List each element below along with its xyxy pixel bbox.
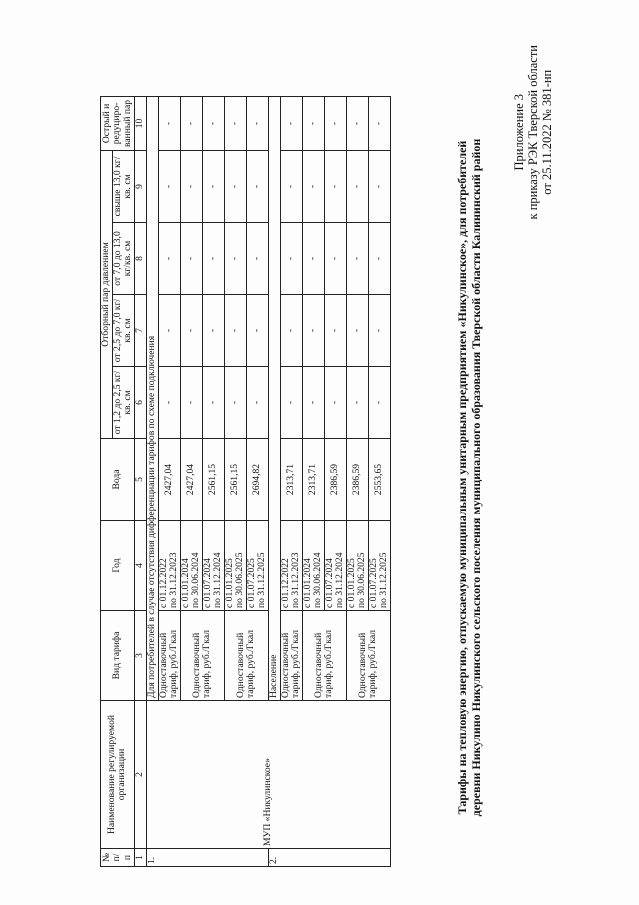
steam3-cell: - xyxy=(280,223,302,295)
steam4-cell: - xyxy=(158,150,180,222)
water-cell: 2313,71 xyxy=(302,439,324,521)
steam2-cell: - xyxy=(346,295,368,367)
period-from: с 01.01.2024 xyxy=(301,558,313,608)
period-to: по 31.12.2025 xyxy=(378,552,389,608)
water-cell: 2561,15 xyxy=(202,439,224,521)
header-tariff-type: Вид тарифа xyxy=(101,611,135,701)
period-from: с 01.07.2024 xyxy=(323,558,335,608)
column-number: 6 xyxy=(134,367,146,439)
title-line1: Тарифы на тепловую энергию, отпускаемую муниципальным унитарным предприятием «Никулинское», для потребителей xyxy=(455,140,469,815)
tariff-type-cell: Одноставочный тариф, руб./Гкал xyxy=(180,611,224,701)
group-number: 1. xyxy=(146,849,268,867)
steam2-cell: - xyxy=(280,295,302,367)
period-cell xyxy=(280,521,302,611)
steam2-cell: - xyxy=(202,295,224,367)
sharp-steam-cell: - xyxy=(302,96,324,150)
steam4-cell: - xyxy=(202,150,224,222)
document-title xyxy=(455,90,483,865)
section-title: Население xyxy=(268,96,280,700)
tariff-type-cell: Одноставочный тариф, руб./Гкал xyxy=(280,611,302,701)
period-to: по 31.12.2024 xyxy=(212,552,223,608)
tariff-type-cell: Одноставочный тариф, руб./Гкал xyxy=(346,611,390,701)
steam1-cell: - xyxy=(246,367,268,439)
steam4-cell: - xyxy=(246,150,268,222)
header-sharp-steam: Острый и редуциро-ванный пар xyxy=(101,96,135,150)
sharp-steam-cell: - xyxy=(180,96,202,150)
header-org: Наименование регулируемой организации xyxy=(101,701,135,849)
header-steam3: от 7,0 до 13,0 кг/кв. см xyxy=(112,223,134,295)
column-number: 10 xyxy=(134,96,146,150)
steam3-cell: - xyxy=(324,223,346,295)
steam4-cell: - xyxy=(324,150,346,222)
period-to: по 30.06.2024 xyxy=(312,552,323,608)
steam3-cell: - xyxy=(202,223,224,295)
header-no: № п/ п xyxy=(101,849,135,867)
period-cell xyxy=(224,521,246,611)
appendix-line1: Приложение 3 xyxy=(512,94,526,171)
column-number: 7 xyxy=(134,295,146,367)
steam3-cell: - xyxy=(368,223,390,295)
steam1-cell: - xyxy=(224,367,246,439)
period-cell xyxy=(180,521,202,611)
column-number: 3 xyxy=(134,611,146,701)
period-to: по 31.12.2025 xyxy=(256,552,267,608)
sharp-steam-cell: - xyxy=(324,96,346,150)
steam2-cell: - xyxy=(246,295,268,367)
tariff-type-cell: Одноставочный тариф, руб./Гкал xyxy=(302,611,346,701)
period-from: с 01.12.2022 xyxy=(157,558,169,608)
steam1-cell: - xyxy=(324,367,346,439)
steam1-cell: - xyxy=(180,367,202,439)
period-from: с 01.01.2024 xyxy=(179,558,191,608)
period-to: по 30.06.2025 xyxy=(234,552,245,608)
steam4-cell: - xyxy=(368,150,390,222)
steam2-cell: - xyxy=(302,295,324,367)
header-steam-group: Отборный пар давлением xyxy=(101,150,113,438)
steam3-cell: - xyxy=(302,223,324,295)
group-number: 2. xyxy=(268,849,390,867)
steam1-cell: - xyxy=(302,367,324,439)
column-number: 5 xyxy=(134,439,146,521)
tariff-table xyxy=(100,96,391,867)
header-year: Год xyxy=(101,521,135,611)
organization-name: МУП «Никулинское» xyxy=(146,701,390,849)
period-to: по 31.12.2023 xyxy=(168,552,179,608)
steam4-cell: - xyxy=(346,150,368,222)
steam2-cell: - xyxy=(180,295,202,367)
appendix-line2: к приказу РЭК Тверской области xyxy=(526,45,540,220)
steam3-cell: - xyxy=(180,223,202,295)
steam4-cell: - xyxy=(302,150,324,222)
appendix-block xyxy=(512,45,554,219)
period-to: по 30.06.2025 xyxy=(356,552,367,608)
steam1-cell: - xyxy=(202,367,224,439)
steam3-cell: - xyxy=(158,223,180,295)
period-from: с 01.01.2025 xyxy=(345,558,357,608)
steam4-cell: - xyxy=(224,150,246,222)
period-to: по 31.12.2023 xyxy=(290,552,301,608)
period-cell xyxy=(324,521,346,611)
period-cell xyxy=(302,521,324,611)
steam2-cell: - xyxy=(158,295,180,367)
water-cell: 2553,65 xyxy=(368,439,390,521)
water-cell: 2313,71 xyxy=(280,439,302,521)
steam2-cell: - xyxy=(324,295,346,367)
sharp-steam-cell: - xyxy=(280,96,302,150)
sharp-steam-cell: - xyxy=(158,96,180,150)
sharp-steam-cell: - xyxy=(202,96,224,150)
steam3-cell: - xyxy=(346,223,368,295)
sharp-steam-cell: - xyxy=(346,96,368,150)
tariff-type-cell: Одноставочный тариф, руб./Гкал xyxy=(224,611,268,701)
sharp-steam-cell: - xyxy=(224,96,246,150)
water-cell: 2561,15 xyxy=(224,439,246,521)
steam2-cell: - xyxy=(224,295,246,367)
period-cell xyxy=(202,521,224,611)
steam4-cell: - xyxy=(180,150,202,222)
period-cell xyxy=(246,521,268,611)
period-cell xyxy=(368,521,390,611)
header-steam4: свыше 13,0 кг/кв. см xyxy=(112,150,134,222)
steam3-cell: - xyxy=(224,223,246,295)
steam4-cell: - xyxy=(280,150,302,222)
steam1-cell: - xyxy=(158,367,180,439)
sharp-steam-cell: - xyxy=(368,96,390,150)
header-steam2: от 2,5 до 7,0 кг/кв. см xyxy=(112,295,134,367)
period-cell xyxy=(158,521,180,611)
steam2-cell: - xyxy=(368,295,390,367)
water-cell: 2427,04 xyxy=(180,439,202,521)
title-line2: деревни Никулино Никулинского сельского поселения муниципального образования Тверской области Калининский район xyxy=(469,138,483,817)
sharp-steam-cell: - xyxy=(246,96,268,150)
steam1-cell: - xyxy=(368,367,390,439)
steam1-cell: - xyxy=(280,367,302,439)
period-to: по 31.12.2024 xyxy=(334,552,345,608)
header-water: Вода xyxy=(101,439,135,521)
header-steam1: от 1,2 до 2,5 кг/кв. см xyxy=(112,367,134,439)
column-number: 2 xyxy=(134,701,146,849)
column-number: 8 xyxy=(134,223,146,295)
period-from: с 01.01.2025 xyxy=(223,558,235,608)
steam1-cell: - xyxy=(346,367,368,439)
column-number: 4 xyxy=(134,521,146,611)
period-from: с 01.07.2025 xyxy=(245,558,257,608)
water-cell: 2427,04 xyxy=(158,439,180,521)
water-cell: 2386,59 xyxy=(324,439,346,521)
appendix-line3: от 25.11.2022 № 381-нп xyxy=(540,69,554,195)
period-from: с 01.12.2022 xyxy=(279,558,291,608)
column-number: 9 xyxy=(134,150,146,222)
column-number-row xyxy=(134,96,146,866)
period-from: с 01.07.2024 xyxy=(201,558,213,608)
period-cell xyxy=(346,521,368,611)
water-cell: 2694,82 xyxy=(246,439,268,521)
section-row xyxy=(146,96,158,866)
period-from: с 01.07.2025 xyxy=(367,558,379,608)
column-number: 1 xyxy=(134,849,146,867)
period-to: по 30.06.2024 xyxy=(190,552,201,608)
section-title: Для потребителей в случае отсутствия дифференциации тарифов по схеме подключения xyxy=(146,96,158,700)
steam3-cell: - xyxy=(246,223,268,295)
water-cell: 2386,59 xyxy=(346,439,368,521)
tariff-type-cell: Одноставочный тариф, руб./Гкал xyxy=(158,611,180,701)
